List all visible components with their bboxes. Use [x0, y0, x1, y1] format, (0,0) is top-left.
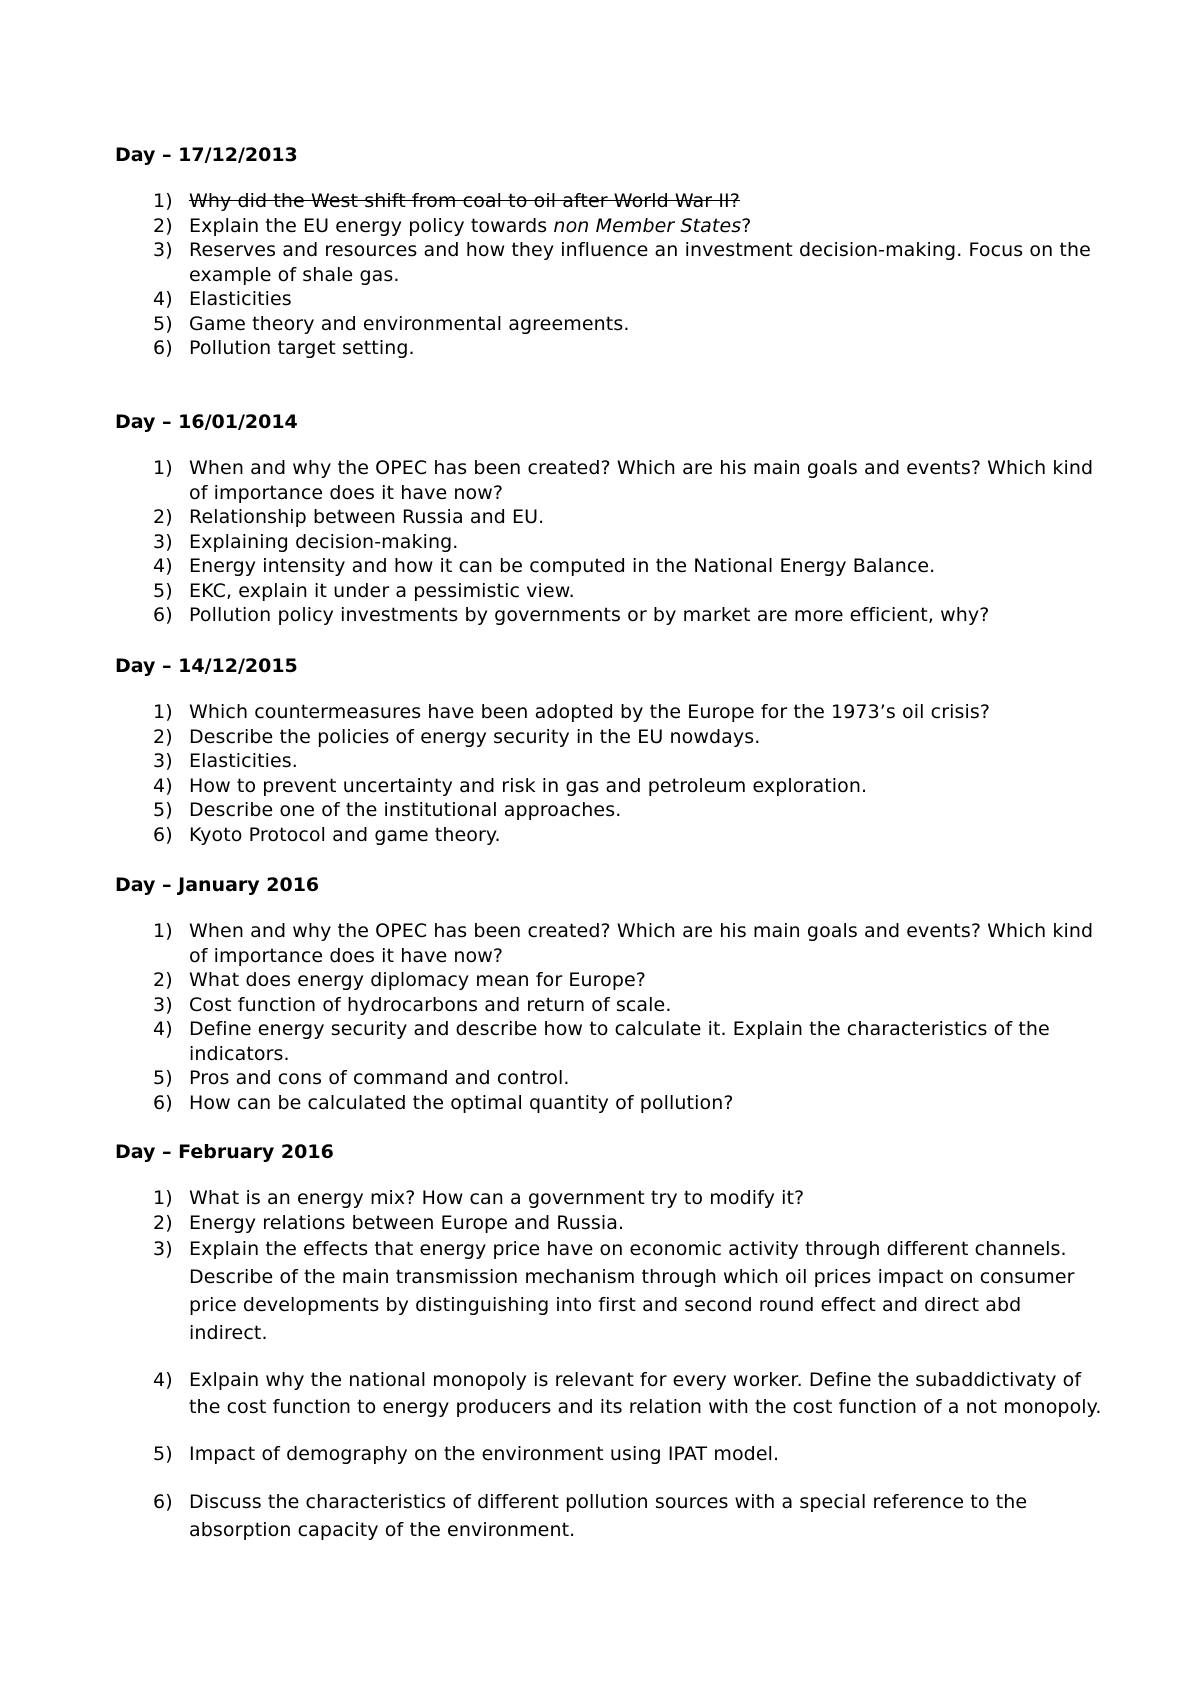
- question-item: [115, 336, 1105, 361]
- question-item: [115, 238, 1105, 287]
- question-number: 2): [153, 506, 173, 528]
- question-number: 3): [153, 239, 173, 261]
- question-list: [115, 456, 1105, 628]
- question-item: [115, 1211, 1105, 1236]
- question-item: [115, 312, 1105, 337]
- question-item: [115, 774, 1105, 799]
- question-text: Define energy security and describe how to calculate it. Explain the characteristics of the indicators.: [189, 1018, 1050, 1065]
- question-number: 4): [153, 1369, 173, 1391]
- question-text: Pollution target setting.: [189, 337, 415, 359]
- question-number: 5): [153, 799, 173, 821]
- question-item: [115, 214, 1105, 239]
- question-text: Relationship between Russia and EU.: [189, 506, 545, 528]
- question-text: Energy intensity and how it can be computed in the National Energy Balance.: [189, 555, 936, 577]
- question-number: 5): [153, 1067, 173, 1089]
- question-item: [115, 1066, 1105, 1091]
- question-number: 1): [153, 920, 173, 942]
- question-text: Energy relations between Europe and Russia.: [189, 1211, 625, 1234]
- question-item: [115, 1017, 1105, 1066]
- question-number: 3): [153, 1238, 173, 1260]
- question-text: Impact of demography on the environment using IPAT model.: [189, 1443, 780, 1465]
- question-text: What does energy diplomacy mean for Europe?: [189, 969, 646, 991]
- question-number: 6): [153, 1491, 173, 1513]
- question-number: 5): [153, 312, 173, 335]
- question-number: 1): [153, 701, 173, 723]
- question-text: Elasticities.: [189, 750, 298, 772]
- section-february-2016: [115, 1140, 1105, 1544]
- question-number: 4): [153, 1018, 173, 1040]
- question-item: [115, 456, 1105, 505]
- question-text: Elasticities: [189, 288, 292, 310]
- question-item: [115, 798, 1105, 823]
- question-text: How can be calculated the optimal quantity of pollution?: [189, 1091, 734, 1114]
- question-item: [115, 968, 1105, 993]
- question-item: [115, 530, 1105, 555]
- question-number: 2): [153, 214, 173, 237]
- question-emphasis: non Member States: [553, 214, 742, 237]
- question-text: Pros and cons of command and control.: [189, 1067, 570, 1089]
- question-item: [115, 1091, 1105, 1116]
- question-text: Exlpain why the national monopoly is relevant for every worker. Define the subaddictivaty of the cost function to energy producers and its relation with the cost function of a not monopoly.: [189, 1369, 1102, 1418]
- question-number: 1): [153, 1187, 173, 1209]
- question-text: What is an energy mix? How can a government try to modify it?: [189, 1187, 805, 1209]
- question-number: 5): [153, 1443, 173, 1465]
- section-16-01-2014: [115, 410, 1105, 628]
- question-item: [115, 287, 1105, 312]
- question-text: Kyoto Protocol and game theory.: [189, 823, 501, 846]
- question-text: Cost function of hydrocarbons and return of scale.: [189, 993, 672, 1016]
- question-list: [115, 1186, 1105, 1544]
- question-number: 6): [153, 1091, 173, 1114]
- question-item: [115, 1186, 1105, 1211]
- question-text: EKC, explain it under a pessimistic view.: [189, 579, 575, 602]
- question-text: Game theory and environmental agreements.: [189, 312, 630, 335]
- question-number: 5): [153, 579, 173, 602]
- question-number: 4): [153, 774, 173, 797]
- question-list: [115, 919, 1105, 1115]
- question-number: 3): [153, 750, 173, 772]
- section-heading: Day – 16/01/2014: [115, 411, 298, 433]
- question-list: [115, 189, 1105, 361]
- question-text: Pollution policy investments by governments or by market are more efficient, why?: [189, 604, 990, 626]
- question-item: [115, 993, 1105, 1018]
- question-number: 6): [153, 337, 173, 359]
- section-14-12-2015: [115, 654, 1105, 847]
- question-item: [115, 1235, 1105, 1347]
- question-list: [115, 700, 1105, 847]
- question-item: [115, 505, 1105, 530]
- question-item: [115, 579, 1105, 604]
- question-item: [115, 189, 1105, 214]
- question-number: 2): [153, 725, 173, 748]
- question-text: Describe the policies of energy security in the EU nowdays.: [189, 725, 761, 748]
- question-number: 1): [153, 457, 173, 479]
- question-item: [115, 1488, 1105, 1544]
- question-number: 6): [153, 823, 173, 846]
- question-text-struck: Why did the West shift from coal to oil after World War II?: [189, 190, 740, 212]
- question-number: 4): [153, 555, 173, 577]
- question-number: 2): [153, 1211, 173, 1234]
- question-text: Which countermeasures have been adopted by the Europe for the 1973’s oil crisis?: [189, 701, 991, 723]
- question-text: How to prevent uncertainty and risk in gas and petroleum exploration.: [189, 774, 868, 797]
- question-item: [115, 823, 1105, 848]
- question-text: Explain the EU energy policy towards: [189, 214, 554, 237]
- question-item: [115, 603, 1105, 628]
- section-heading: Day – 14/12/2015: [115, 655, 298, 677]
- question-item: [115, 1367, 1105, 1421]
- question-text: Reserves and resources and how they influence an investment decision-making. Focus on the example of shale gas.: [189, 239, 1091, 286]
- question-item: [115, 1441, 1105, 1468]
- question-item: [115, 725, 1105, 750]
- question-item: [115, 919, 1105, 968]
- section-january-2016: [115, 873, 1105, 1115]
- question-text: When and why the OPEC has been created? Which are his main goals and events? Which kind of importance does it have now?: [189, 920, 1094, 967]
- question-number: 1): [153, 190, 173, 212]
- question-item: [115, 749, 1105, 774]
- section-heading: Day – February 2016: [115, 1141, 334, 1163]
- question-number: 3): [153, 530, 173, 553]
- question-text: Describe one of the institutional approaches.: [189, 799, 622, 821]
- question-item: [115, 554, 1105, 579]
- section-17-12-2013: [115, 143, 1105, 361]
- question-text: When and why the OPEC has been created? Which are his main goals and events? Which kind of importance does it have now?: [189, 457, 1094, 504]
- section-heading: Day – January 2016: [115, 874, 320, 896]
- question-text: Discuss the characteristics of different pollution sources with a special reference to the absorption capacity of the environment.: [189, 1491, 1028, 1541]
- section-heading: Day – 17/12/2013: [115, 144, 298, 166]
- question-text: Explaining decision-making.: [189, 530, 459, 553]
- question-text-end: ?: [741, 214, 752, 237]
- question-number: 2): [153, 969, 173, 991]
- question-text: Explain the effects that energy price have on economic activity through different channels. Describe of the main transmission mechanism through which oil prices impact on consumer price developments by distinguishing into first and second round effect and direct abd indirect.: [189, 1238, 1075, 1344]
- question-number: 6): [153, 604, 173, 626]
- question-item: [115, 700, 1105, 725]
- question-number: 3): [153, 993, 173, 1016]
- question-number: 4): [153, 288, 173, 310]
